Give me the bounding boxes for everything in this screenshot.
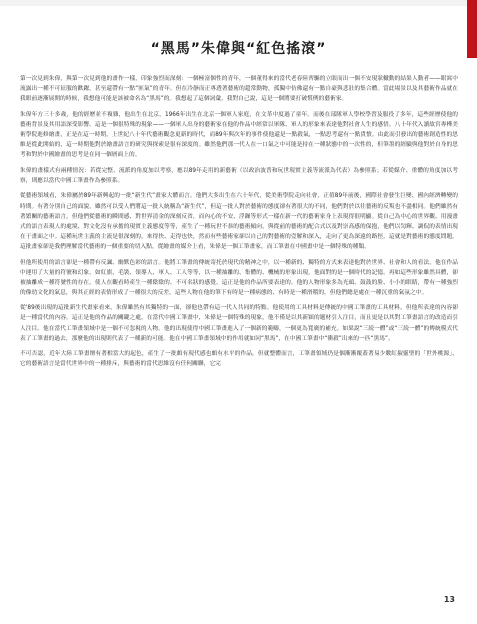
- top-rule: [0, 0, 477, 6]
- paragraph-5: 但他所使用的語言卻是一種帶有反諷、幽默色彩的語言。他將工筆畫的傳統寄托於現代的精神之中，以一種新的、獨特的方式來表達他對於世界、社會和人的看法。他在作品中運用了大量的符號和幻象，如紅旗、毛裝、領導人、軍人、工人等等，以一種抽離的、集體的、機械的形象出現。他面對的是一個時代的記憶。再如這些形象雖然具體，卻被抽離成一種符號性的存在，使人在觀看時產生一種陰陰的、不可名狀的感覺。這正是他的作品所要表達的。他的人物形象多為光頭、鼓鼓的脸、小小的眼睛，帶有一種強烈的像幼文化的氣息，與其正經的表情形成了一種很大的反差。這些人物在他的筆下有時是一種病態的、有時是一種滑稽的，但他們總是處在一種沉重的氣氛之中。: [20, 259, 458, 296]
- paragraph-2: 朱偉年方三十多歲，他的經歷並不複雜，他出生在北京，1966年出生在北京一個軍人家庭，在文革中度過了童年。而後在部隊軍人學校學習及服役了多年，這些經歷使他的藝術背景及其用語深受影響。這是一個很特殊的現象——一個軍人出身的藝術家在他的作品中經常以軍隊、軍人的形象來表達他對社會人生的感悟。八十年代入讀故宮專樺美術學院進修繪畫，正是在這一時期，上世紀八十年代藝術觀念更新的時代，而89年與次年的事件使他還是一點殺氣，一點思考還有一點貴憤。由此而引發出的藝術創造性的思維是從此開始的，這一時期他對於繪畫語言的研究與探索是很有深度的。雖然他們那一代人在一口氣之中可能是持在一種狀態中的一次性的，但筆墨的經驗與他對於自身的思考和對於中國繪畫的思考是在同一個層面上的。: [20, 111, 458, 159]
- paragraph-7: 不可否認，近年大陸工筆畫壇有著相當大的起色，產生了一批頗有現代感也頗有水平的作品，但就整體而言，工筆畫領域仍是個漸漸覆蓋著易少數紅掓靈聖的「世外桃源」，它的藝術語言是當代世界中的一種排斥，與藝術的當代思維沒有任何關聯，它完: [20, 351, 458, 368]
- article-body: [20, 74, 458, 375]
- paragraph-3: 朱偉的畫樣式有兩種情況：若從完整、流派的角度加以考察，應以89年走用的新藝術（以政治波普和玩世現實主義等流派為代表）為參照系；若從媒介、重體的角度加以考察，則應以當代中國工筆畫作為參照系。: [20, 167, 458, 184]
- paragraph-4: 從藝術領域看，朱偉屬於89年新興起的一批“新生代”畫家大體而言。他們大多出生在六十年代，從美術學院走向社會，正值89年前後，國際社會發生巨變、國內經濟轉變的時期。有著分別自己的面貌，雖然可以受人們將這一批人統稱為“新生代”，但這一批人對於藝術的態度卻有著很大的不同，他們對於以往藝術的反叛也不盡相同。他們雖然有著繁關的藝術語言，但他們從藝術的瞬間感、對世界清金的深刻反省，而內心的不安、浮躁等形式一樣在新一代的藝術家身上表現得很明顯。從自己為中心的世界觀、用漫畫式的語言表現人的處境、對文化沒有承擔的現實主義態度等等，產生了一種玩世不恭的藝術傾向，與從前的藝術的配合式以及對崇高感的保抱，他們以訇輝、調侃的表情出現在于畫面之中。這種玩世主義的主流是很深刻的，來得快、走得也快，然而有些藝術家卻以自己的對藝術的壹解和深入，走向了更為深遠的路徑。這就是對藝術的態度問題。這批畫家卻是我們理解當代藝術的一個重要的切入點。從繪畫的媒介上看，朱偉是一個工筆畫家，而工筆畫在中國畫中是一個特殊的種類。: [20, 193, 458, 250]
- page-number: 13: [443, 595, 455, 604]
- article-title: “黑馬”朱偉與“紅色搖滾”: [150, 41, 327, 57]
- paragraph-1: 第一次見到朱偉，與第一次見到他的畫作一樣，印象強烈而深刻：一個極富個性的青年，一個董得來的當代老春陸齊驅的立眼而出一個不安現狀轍動的結果人動者——眼窩中流露出一種不可征服的歡躍，甚至還帶有一點“匪氣”的青年。但在冷靜而正專透著藝術的超常動物，孤獨中仿佛還有一點自豪與悲壯的集合體。當此場景以及其藝術作品就在我眼前逐漸展開的時候，我想他可能是該被命名為“黑馬”的。我想起了這個詞彙，我對自己說，這是一個將要打破慣例的藝術家。: [20, 76, 458, 103]
- paragraph-6: 從'89後出現的這批新生代畫家看來，朱偉雖然有其獨特的一面，卻他也帶有這一代人共同的特點。他使用的工具材料是傳統的中國工筆畫的工具材料，但他所表達的內容卻是一種當代的內容。這正是他的作品的關鍵之處。在當代中國工筆畫中，朱偉是一個特殊的現象，他不僅是以其新穎的题材引人注目，而且更是以其對工筆畫語言的改造而引人注目。他在當代工筆畫領域中是一個不可忽視的人物。他的出現使得中國工筆畫進入了一個新的範疇，一個更為寬廣的補充。如果說“三続一體”或“三続一體”的傳統模式代表了工筆畫的過去，那麼他的出現則代表了一種新的可能。他在中國工筆畫領域中的作用就如同“黑馬”，在中國工筆畫中“衝殺”出來的一匹“黑馬”。: [20, 305, 458, 342]
